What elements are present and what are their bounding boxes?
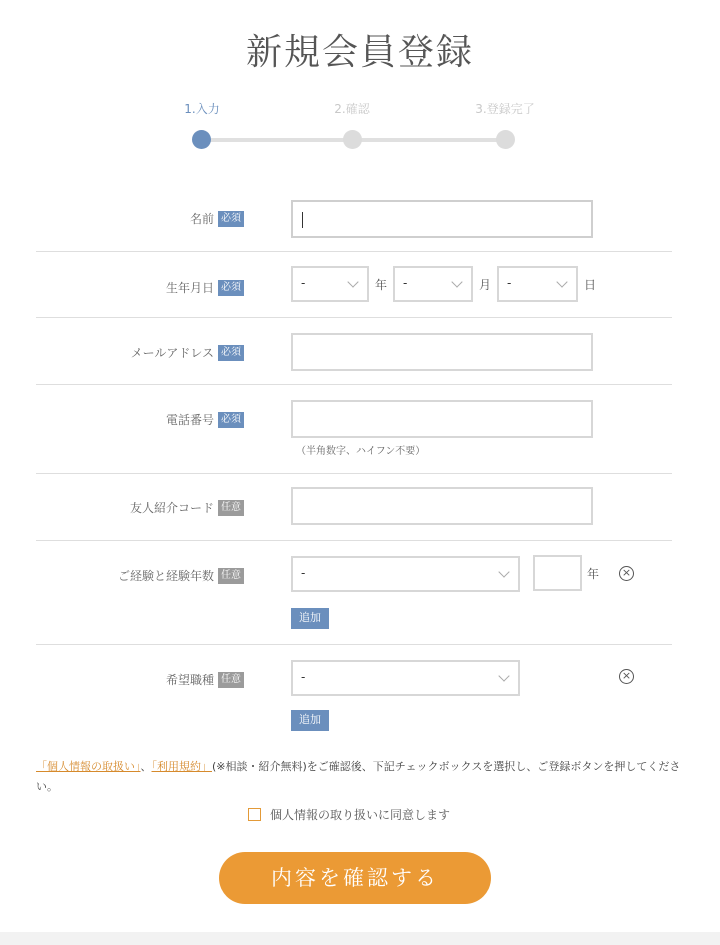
birth-month-value: - [403,276,408,290]
year-unit: 年 [375,278,388,292]
optional-badge: 任意 [218,568,244,584]
birth-year-value: - [301,276,306,290]
optional-badge: 任意 [218,500,244,516]
consent-text [36,757,684,797]
desired-job-value: - [301,670,306,684]
phone-input[interactable] [291,400,593,438]
email-label-text: メールアドレス [130,346,214,360]
chevron-down-icon [451,276,462,287]
referral-label-text: 友人紹介コード [129,501,214,515]
chevron-down-icon [347,276,358,287]
desired-job-select[interactable] [291,660,520,696]
form-row-email [36,318,672,385]
name-label-text: 名前 [189,212,214,226]
step-1-dot [192,130,211,149]
text-caret [302,212,303,228]
required-badge: 必須 [218,345,244,361]
form-row-desired-job [36,645,672,740]
remove-experience-icon[interactable]: × [619,566,634,581]
add-desired-job-button[interactable]: 追加 [291,710,329,731]
experience-years-unit: 年 [587,567,600,581]
form-row-birthdate [36,252,672,318]
step-3-label: 3.登録完了 [475,102,535,116]
email-input[interactable] [291,333,593,371]
required-badge: 必須 [218,211,244,227]
privacy-policy-link[interactable]: 「個人情報の取扱い」 [36,760,141,773]
chevron-down-icon [498,566,509,577]
step-1-label: 1.入力 [184,102,220,116]
phone-label-text: 電話番号 [165,413,214,427]
required-badge: 必須 [218,412,244,428]
chevron-down-icon [498,670,509,681]
agree-checkbox[interactable] [248,808,261,821]
step-indicator [0,100,720,160]
name-label [190,210,244,227]
name-input[interactable] [291,200,593,238]
referral-code-input[interactable] [291,487,593,525]
confirm-submit-button[interactable]: 内容を確認する [219,852,491,904]
month-unit: 月 [479,278,492,292]
birth-year-select[interactable] [291,266,369,302]
phone-label [166,411,244,428]
form-row-experience [36,541,672,645]
desired-job-label [166,671,244,688]
footer-strip [0,932,720,945]
experience-value: - [301,566,306,580]
terms-link[interactable]: 「利用規約」 [151,760,212,773]
experience-years-input[interactable] [533,555,582,591]
agree-checkbox-label: 個人情報の取り扱いに同意します [270,808,451,822]
birth-month-select[interactable] [393,266,473,302]
phone-note: （半角数字、ハイフン不要） [296,446,426,457]
page-title: 新規会員登録 [245,32,474,73]
birth-day-value: - [507,276,512,290]
form-row-phone [36,385,672,474]
birthdate-label [166,279,244,296]
day-unit: 日 [584,278,597,292]
required-badge: 必須 [218,280,244,296]
chevron-down-icon [556,276,567,287]
experience-label [118,567,244,584]
remove-desired-job-icon[interactable]: × [619,669,634,684]
step-3-dot [496,130,515,149]
email-label [131,344,244,361]
desired-job-label-text: 希望職種 [165,673,214,687]
experience-label-text: ご経験と経験年数 [117,569,214,583]
birthdate-label-text: 生年月日 [165,281,214,295]
optional-badge: 任意 [218,672,244,688]
form-row-name [36,184,672,252]
add-experience-button[interactable]: 追加 [291,608,329,629]
birth-day-select[interactable] [497,266,578,302]
referral-label [130,499,244,516]
step-2-dot [343,130,362,149]
consent-body-text: (※相談・紹介無料)をご確認後、下記チェックボックスを選択し、ご登録ボタンを押してください。 [36,760,681,793]
consent-separator: 、 [140,760,152,773]
agree-checkbox-row[interactable] [248,806,450,823]
experience-select[interactable] [291,556,520,592]
step-2-label: 2.確認 [334,102,370,116]
form-row-referral [36,474,672,541]
